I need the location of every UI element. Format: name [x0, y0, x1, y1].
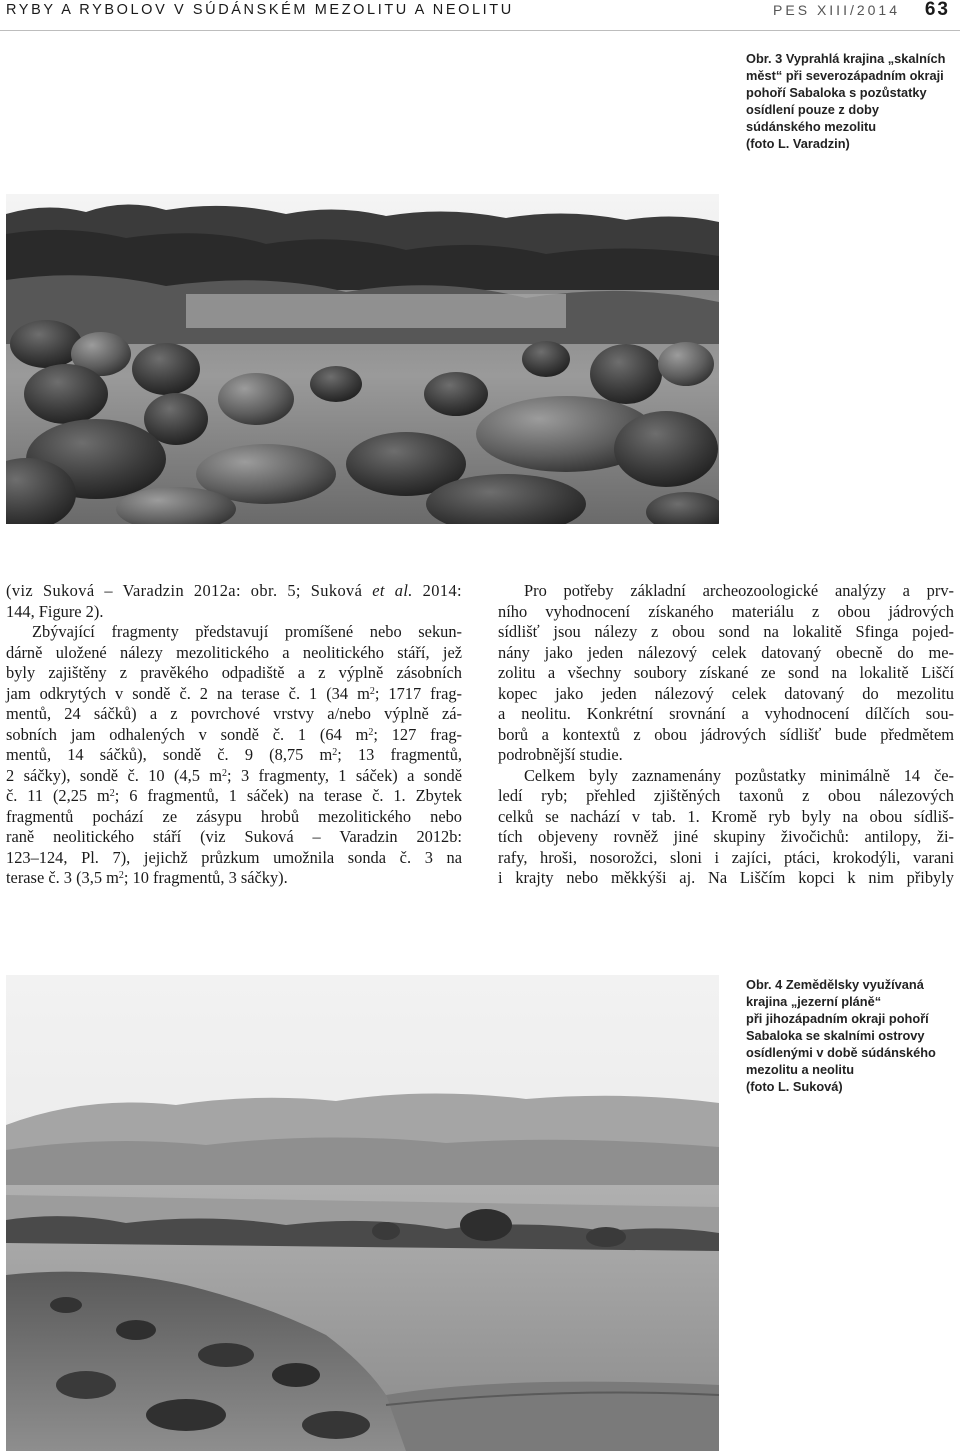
caption-line: měst“ při severozápadním okraji: [746, 68, 944, 83]
figure-3-photo: [6, 194, 719, 524]
caption-line: súdánského mezolitu: [746, 119, 877, 134]
text-line: ního vyhodnocení získaného materiálu z obou jádrových: [498, 601, 954, 621]
figure-4-caption: [746, 976, 936, 1095]
text-line: rafy, hroši, nosorožci, sloni i zajíci, ptáci, krokodýli, varani: [498, 847, 954, 867]
caption-line: osídlenými v době súdánského: [746, 1045, 936, 1060]
caption-line: osídlení pouze z doby: [746, 102, 879, 117]
text-line: a neolitu. Konkrétní srovnání a vyhodnocení dílčích sou-: [498, 704, 954, 723]
text-line: Zbývající fragmenty představují promíšené nebo sekun-: [32, 622, 462, 641]
caption-line: krajina „jezerní pláně“: [746, 994, 882, 1009]
figure-3-caption: [746, 50, 945, 152]
journal-reference: PES XIII/2014: [773, 2, 900, 18]
right-text-column: [498, 581, 954, 889]
caption-line: (foto L. Varadzin): [746, 136, 850, 151]
text-line: nány jako jeden nálezový celek datovaný obecně do me-: [498, 642, 954, 662]
paragraph: [6, 622, 462, 889]
caption-line: Obr. 3 Vyprahlá krajina „skalních: [746, 51, 946, 66]
paragraph: [498, 766, 954, 889]
page-number: 63: [924, 0, 950, 20]
caption-line: mezolitu a neolitu: [746, 1062, 855, 1077]
text-line: sídlišť jsou nálezy z obou sond na lokalitě Sfinga pojed-: [498, 622, 954, 641]
text-line: borů a kontextů z obou jádrových sídlišť bude předmětem: [498, 724, 954, 744]
header-rule: [0, 30, 960, 31]
text-line: mentů, 24 sáčků) a z povrchové vrstvy a/nebo výplně zá-: [6, 704, 462, 723]
text-line: Pro potřeby základní archeozoologické analýzy a prv-: [524, 581, 954, 600]
paragraph: [6, 581, 462, 622]
caption-line: Sabaloka se skalními ostrovy: [746, 1028, 925, 1043]
text-line: 144, Figure 2).: [6, 601, 104, 621]
caption-line: při jihozápadním okraji pohoří: [746, 1011, 929, 1026]
paragraph: [498, 581, 954, 766]
figure-4-photo: [6, 975, 719, 1451]
left-text-column: [6, 581, 462, 889]
text-line: Celkem byly zaznamenány pozůstatky minimálně 14 če-: [524, 765, 954, 785]
text-line: č. 11 (2,25 $m^2$; 6 fragmentů, 1 sáček) na terase č. 1. Zbytek: [6, 786, 462, 805]
text-line: fragmentů pochází ze zásypu hrobů mezolitického nebo: [6, 806, 462, 826]
text-line: podrobnější studie.: [498, 745, 623, 764]
text-line: tích objeveny rovněž jiné skupiny živočichů: antilopy, ži-: [498, 827, 954, 846]
text-line: dárně uložené nálezy mezolitického a neolitického stáří, jež: [6, 642, 462, 662]
caption-line: pohoří Sabaloka s pozůstatky: [746, 85, 927, 100]
text-line: (viz Suková – Varadzin 2012a: obr. 5; Suková et al. 2014:: [6, 581, 462, 600]
text-line: celků se nachází v tab. 1. Kromě ryb byly na obou sídliš-: [498, 806, 954, 826]
text-line: 2 sáčky), sondě č. 10 (4,5 $m^2$; 3 fragmenty, 1 sáček) a sondě: [6, 765, 462, 785]
text-line: terase č. 3 (3,5 $m^2$; 10 fragmentů, 3 sáčky).: [6, 868, 288, 887]
text-line: 123–124, Pl. 7), jejichž průzkum umožnila sonda č. 3 na: [6, 847, 462, 867]
caption-line: Obr. 4 Zemědělsky využívaná: [746, 977, 924, 992]
text-line: jam odkrytých v sondě č. 2 na terase č. 1 (34 $m^2$; 1717 frag-: [6, 683, 462, 703]
text-line: mentů, 14 sáčků), sondě č. 9 (8,75 $m^2$; 13 fragmentů,: [6, 745, 462, 764]
running-title: RYBY A RYBOLOV V SÚDÁNSKÉM MEZOLITU A NEOLITU: [6, 2, 514, 18]
text-line: raně neolitického stáří (viz Suková – Varadzin 2012b:: [6, 827, 462, 846]
text-line: sobních jam odhalených v sondě č. 1 (64 $m^2$; 127 frag-: [6, 724, 463, 744]
text-line: kopec jako jeden nálezový celek datovaný do mezolitu: [498, 683, 954, 703]
text-line: i krajty nebo měkkýši aj. Na Liščím kopci k nim přibyly: [498, 868, 954, 887]
text-line: byly zajištěny z pravěkého odpadiště a z výplně zásobních: [6, 663, 462, 682]
text-line: ledí ryb; přehled zjištěných taxonů z obou nálezových: [498, 786, 954, 805]
caption-line: (foto L. Suková): [746, 1079, 843, 1094]
text-line: zolitu a všechny soubory získané ze sond na lokalitě Liščí: [498, 663, 954, 682]
